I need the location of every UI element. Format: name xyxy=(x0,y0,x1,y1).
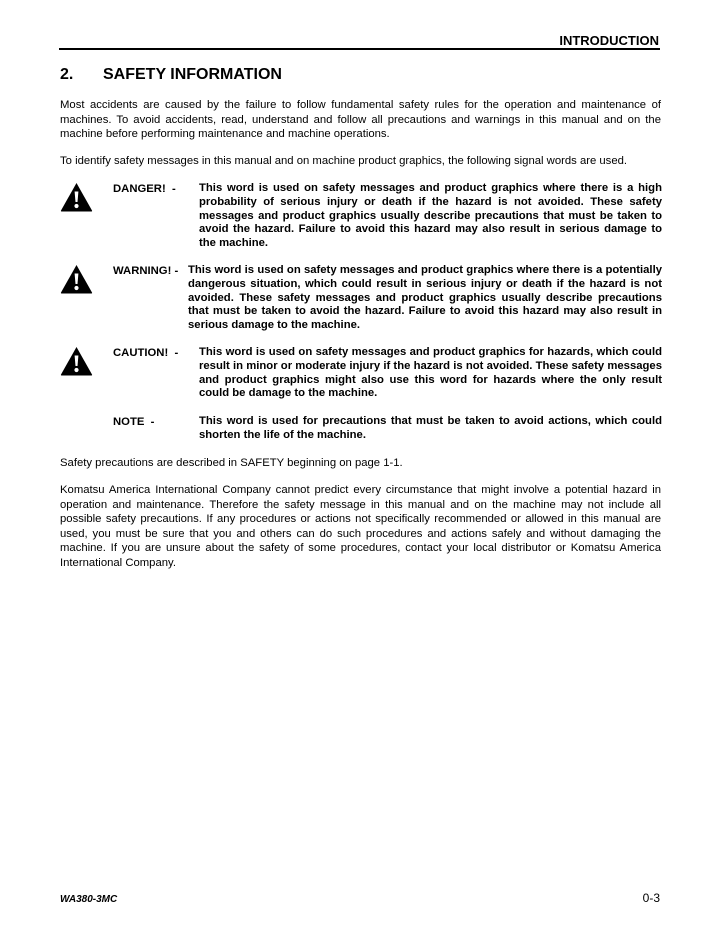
caution-message xyxy=(60,346,662,426)
signal-words-intro: To identify safety messages in this manual and on machine product graphics, the following signal words are used. xyxy=(60,155,628,167)
section-heading xyxy=(60,66,282,84)
precautions-reference: Safety precautions are described in SAFETY beginning on page 1-1. xyxy=(60,457,403,469)
footer-model: WA380-3MC xyxy=(60,894,118,905)
intro-paragraph: Most accidents are caused by the failure to follow fundamental safety rules for the operation and maintenance of machines. To avoid accidents, read, understand and follow all precautions and warnings in this manual and on the machine before performing maintenance and machine operations. xyxy=(60,99,661,140)
warning-triangle-icon xyxy=(60,346,93,376)
page-header-title: INTRODUCTION xyxy=(559,33,659,48)
section-title: SAFETY INFORMATION xyxy=(103,66,282,83)
page-number: 0-3 xyxy=(642,891,660,905)
disclaimer-paragraph: Komatsu America International Company cannot predict every circumstance that might involve a potential hazard in operation and maintenance. Therefore the safety message in this manual and on the machine may not include all possible safety precautions. If any procedures or actions not specifically recommended or allowed in this manual are used, you must be sure that you and others can do such procedures and actions safely and without damaging the machine. If you are unsure about the safety of some procedures, contact your local distributor or Komatsu America International Company. xyxy=(60,484,661,569)
note-label: NOTE - xyxy=(113,416,155,428)
warning-label: WARNING! - xyxy=(113,265,179,277)
danger-text: This word is used on safety messages and product graphics where there is a high probability of serious injury or death if the hazard is not avoided. These safety messages and product graphics usually describe precautions that must be taken to avoid the hazard. Failure to avoid this hazard may also result in serious damage to the machine. xyxy=(199,182,662,250)
warning-text: This word is used on safety messages and product graphics where there is a potentially dangerous situation, which could result in serious injury or death if the hazard is not avoided. These safety messages and product graphics usually describe precautions that must be taken to avoid the hazard. Failure to avoid this hazard may also result in serious damage to the machine. xyxy=(188,264,662,332)
warning-triangle-icon xyxy=(60,182,93,212)
header-rule xyxy=(59,48,660,50)
danger-message xyxy=(60,182,662,262)
section-number: 2. xyxy=(60,66,74,83)
caution-label: CAUTION! - xyxy=(113,347,179,359)
danger-label: DANGER! - xyxy=(113,183,176,195)
note-message xyxy=(60,415,662,447)
note-text: This word is used for precautions that must be taken to avoid actions, which could shorten the life of the machine. xyxy=(199,415,662,441)
warning-message xyxy=(60,264,662,344)
warning-triangle-icon xyxy=(60,264,93,294)
caution-text: This word is used on safety messages and product graphics for hazards, which could result in minor or moderate injury if the hazard is not avoided. These safety messages and product graphics might also use this word for hazards where the only result could be damage to the machine. xyxy=(199,346,662,400)
